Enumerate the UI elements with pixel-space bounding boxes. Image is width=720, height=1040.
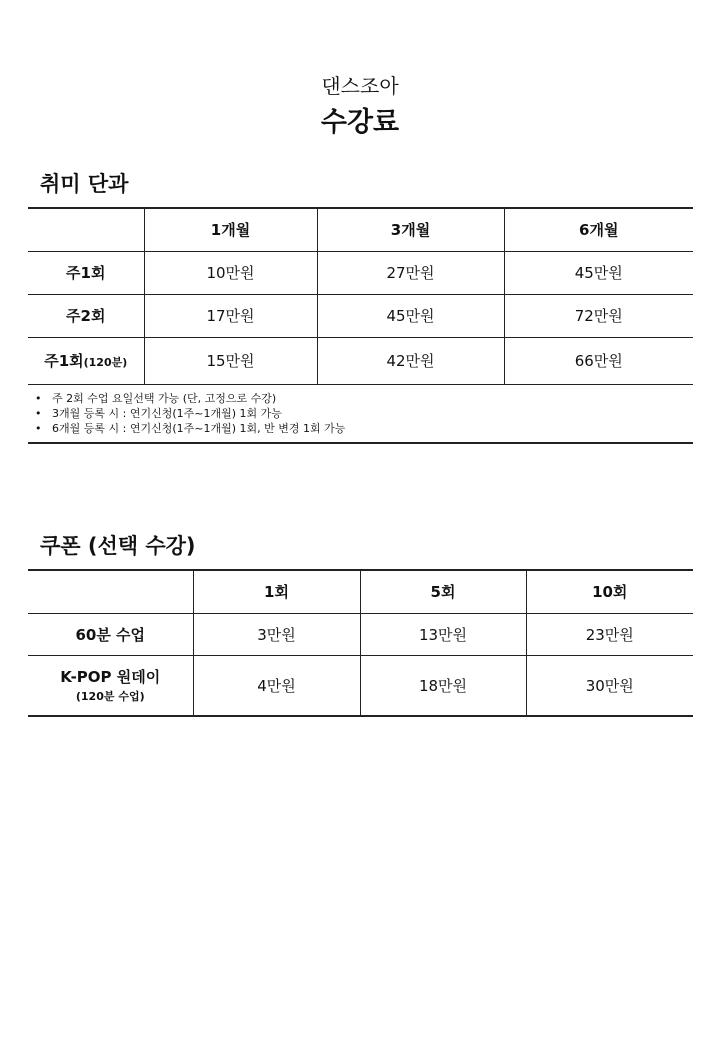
price-cell: 45만원	[504, 251, 693, 294]
price-cell: 30만원	[526, 655, 693, 716]
table-header-row	[28, 570, 693, 613]
price-cell: 3만원	[193, 613, 360, 655]
price-cell: 10만원	[144, 251, 317, 294]
row-label-cell	[28, 655, 193, 716]
note-text: 3개월 등록 시 : 연기신청(1주~1개월) 1회 가능	[52, 407, 282, 420]
column-header: 3개월	[317, 208, 504, 251]
row-label: 60분 수업	[28, 613, 193, 655]
price-cell: 4만원	[193, 655, 360, 716]
bullet-icon: •	[35, 392, 42, 405]
corner-cell	[28, 570, 193, 613]
note-item	[32, 391, 693, 406]
studio-name: 댄스조아	[321, 74, 399, 98]
price-cell: 42만원	[317, 337, 504, 384]
hobby-price-table	[28, 207, 693, 384]
table-row	[28, 294, 693, 337]
corner-cell	[28, 208, 144, 251]
price-cell: 17만원	[144, 294, 317, 337]
column-header: 10회	[526, 570, 693, 613]
column-header: 1회	[193, 570, 360, 613]
notes-list	[32, 391, 693, 436]
table-row	[28, 613, 693, 655]
note-text: 주 2회 수업 요일선택 가능 (단, 고정으로 수강)	[52, 392, 277, 405]
price-cell: 15만원	[144, 337, 317, 384]
price-cell: 18만원	[360, 655, 526, 716]
note-text: 6개월 등록 시 : 연기신청(1주~1개월) 1회, 반 변경 1회 가능	[52, 422, 346, 435]
row-label: 주2회	[28, 294, 144, 337]
row-label: 주1회	[44, 352, 84, 371]
price-cell: 72만원	[504, 294, 693, 337]
note-item	[32, 406, 693, 421]
row-label: 주1회	[28, 251, 144, 294]
row-label: K-POP 원데이	[60, 668, 161, 687]
table-row	[28, 337, 693, 384]
table-header-row	[28, 208, 693, 251]
price-cell: 23만원	[526, 613, 693, 655]
column-header: 6개월	[504, 208, 693, 251]
row-sublabel: (120분 수업)	[75, 690, 145, 704]
table-row	[28, 251, 693, 294]
bullet-icon: •	[35, 422, 42, 435]
price-cell: 45만원	[317, 294, 504, 337]
column-header: 5회	[360, 570, 526, 613]
bullet-icon: •	[35, 407, 42, 420]
price-cell: 66만원	[504, 337, 693, 384]
table-row	[28, 655, 693, 716]
coupon-section-title: 쿠폰 (선택 수강)	[40, 534, 196, 558]
row-label-suffix: (120분)	[83, 356, 128, 370]
hobby-section-title: 취미 단과	[40, 172, 129, 196]
coupon-price-table	[28, 569, 693, 717]
page-title: 수강료	[320, 107, 400, 138]
price-cell: 27만원	[317, 251, 504, 294]
note-item	[32, 421, 693, 436]
row-label-cell	[28, 337, 144, 384]
hobby-notes	[28, 384, 693, 444]
column-header: 1개월	[144, 208, 317, 251]
price-cell: 13만원	[360, 613, 526, 655]
